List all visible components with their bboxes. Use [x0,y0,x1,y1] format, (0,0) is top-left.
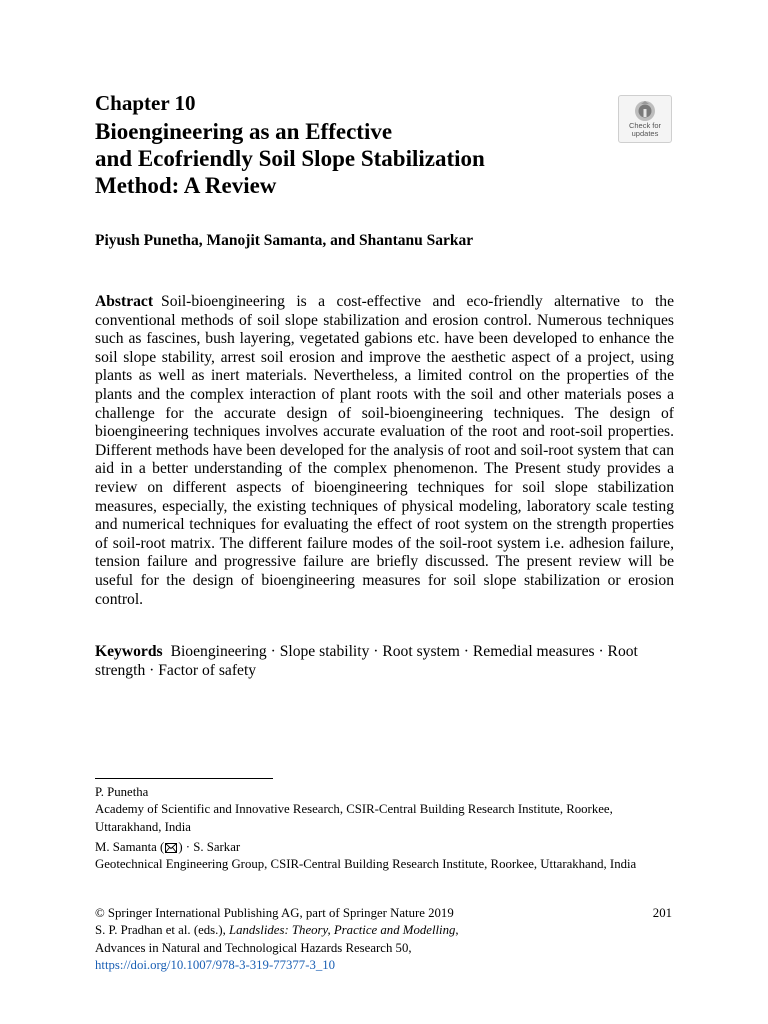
chapter-title-line-2: and Ecofriendly Soil Slope Stabilization [95,146,485,171]
chapter-title-line-1: Bioengineering as an Effective [95,119,393,144]
envelope-icon[interactable] [165,843,177,853]
book-title: Landslides: Theory, Practice and Modelling [229,923,456,938]
keywords [95,643,674,680]
chapter-title-line-3: Method: A Review [95,173,277,198]
book-editors: S. P. Pradhan et al. (eds.), [95,923,226,938]
abstract-text: Soil-bioengineering is a cost-effective and eco-friendly alternative to the conventional methods of soil slope stabilization and erosion control. Numerous techniques such as fascines, bush layering, vegetated gabions etc. have been developed to enhance the soil slope stability, arrest soil erosion and improve the aesthetic aspect of a project, using plants as well as inert materials. Nevertheless, a limited control on the properties of the plants and the complex interaction of plant roots with the soil and other materials poses a challenge for the accurate design of soil-bioengineering techniques. The design of bioengineering techniques involves accurate evaluation of the root and root-soil properties. Different methods have been developed for the analysis of root and soil-root system that can aid in a better understanding of the complex phenomenon. The Present study provides a review on different aspects of bioengineering techniques for soil slope stabilization measures, especially, the existing techniques of physical modeling, laboratory scale testing and numerical techniques for evaluating the effect of root system on the strength properties of soil-root matrix. The different failure modes of the soil-root system i.e. adhesion failure, tension failure and progressive failure are briefly discussed. The present review will be useful for the design of bioengineering measures for soil slope stabilization or erosion control. [95,293,674,608]
affiliation-2-institution: Geotechnical Engineering Group, CSIR-Central Building Research Institute, Roorkee, Uttarakhand, India [95,857,637,872]
affiliation-1-institution: Academy of Scientific and Innovative Research, CSIR-Central Building Research Institute, Roorkee, Uttarakhand, India [95,802,613,834]
affiliation-2-names-before: M. Samanta ( [95,840,165,854]
abstract [95,293,674,609]
doi-link[interactable]: https://doi.org/10.1007/978-3-319-77377-3_10 [95,958,336,973]
badge-text-line-1: Check for [628,121,662,130]
imprint [95,905,674,975]
chapter-title [95,118,595,199]
book-citation-line: S. P. Pradhan et al. (eds.), Landslides: Theory, Practice and Modelling, [95,923,459,938]
affiliation-2-names [95,839,674,856]
affiliation-1-names: P. Punetha [95,785,149,799]
check-for-updates-icon [634,100,656,122]
affiliation-2-names-after: ) · S. Sarkar [178,840,241,854]
copyright-line: © Springer International Publishing AG, part of Springer Nature 2019 [95,906,454,920]
footnote-divider [95,778,273,779]
abstract-label: Abstract [95,293,154,310]
keywords-label: Keywords [95,643,163,660]
page-number: 201 [652,906,672,920]
book-series: Advances in Natural and Technological Hazards Research 50, [95,940,412,955]
check-for-updates-badge[interactable] [618,95,672,143]
badge-text-line-2: updates [631,129,659,138]
chapter-number: Chapter 10 [95,91,196,115]
keywords-text: Bioengineering · Slope stability · Root system · Remedial measures · Root strength · Factor of safety [95,643,638,679]
affiliation-1 [95,784,674,836]
author-list: Piyush Punetha, Manojit Samanta, and Shantanu Sarkar [95,232,474,249]
affiliation-2 [95,839,674,874]
